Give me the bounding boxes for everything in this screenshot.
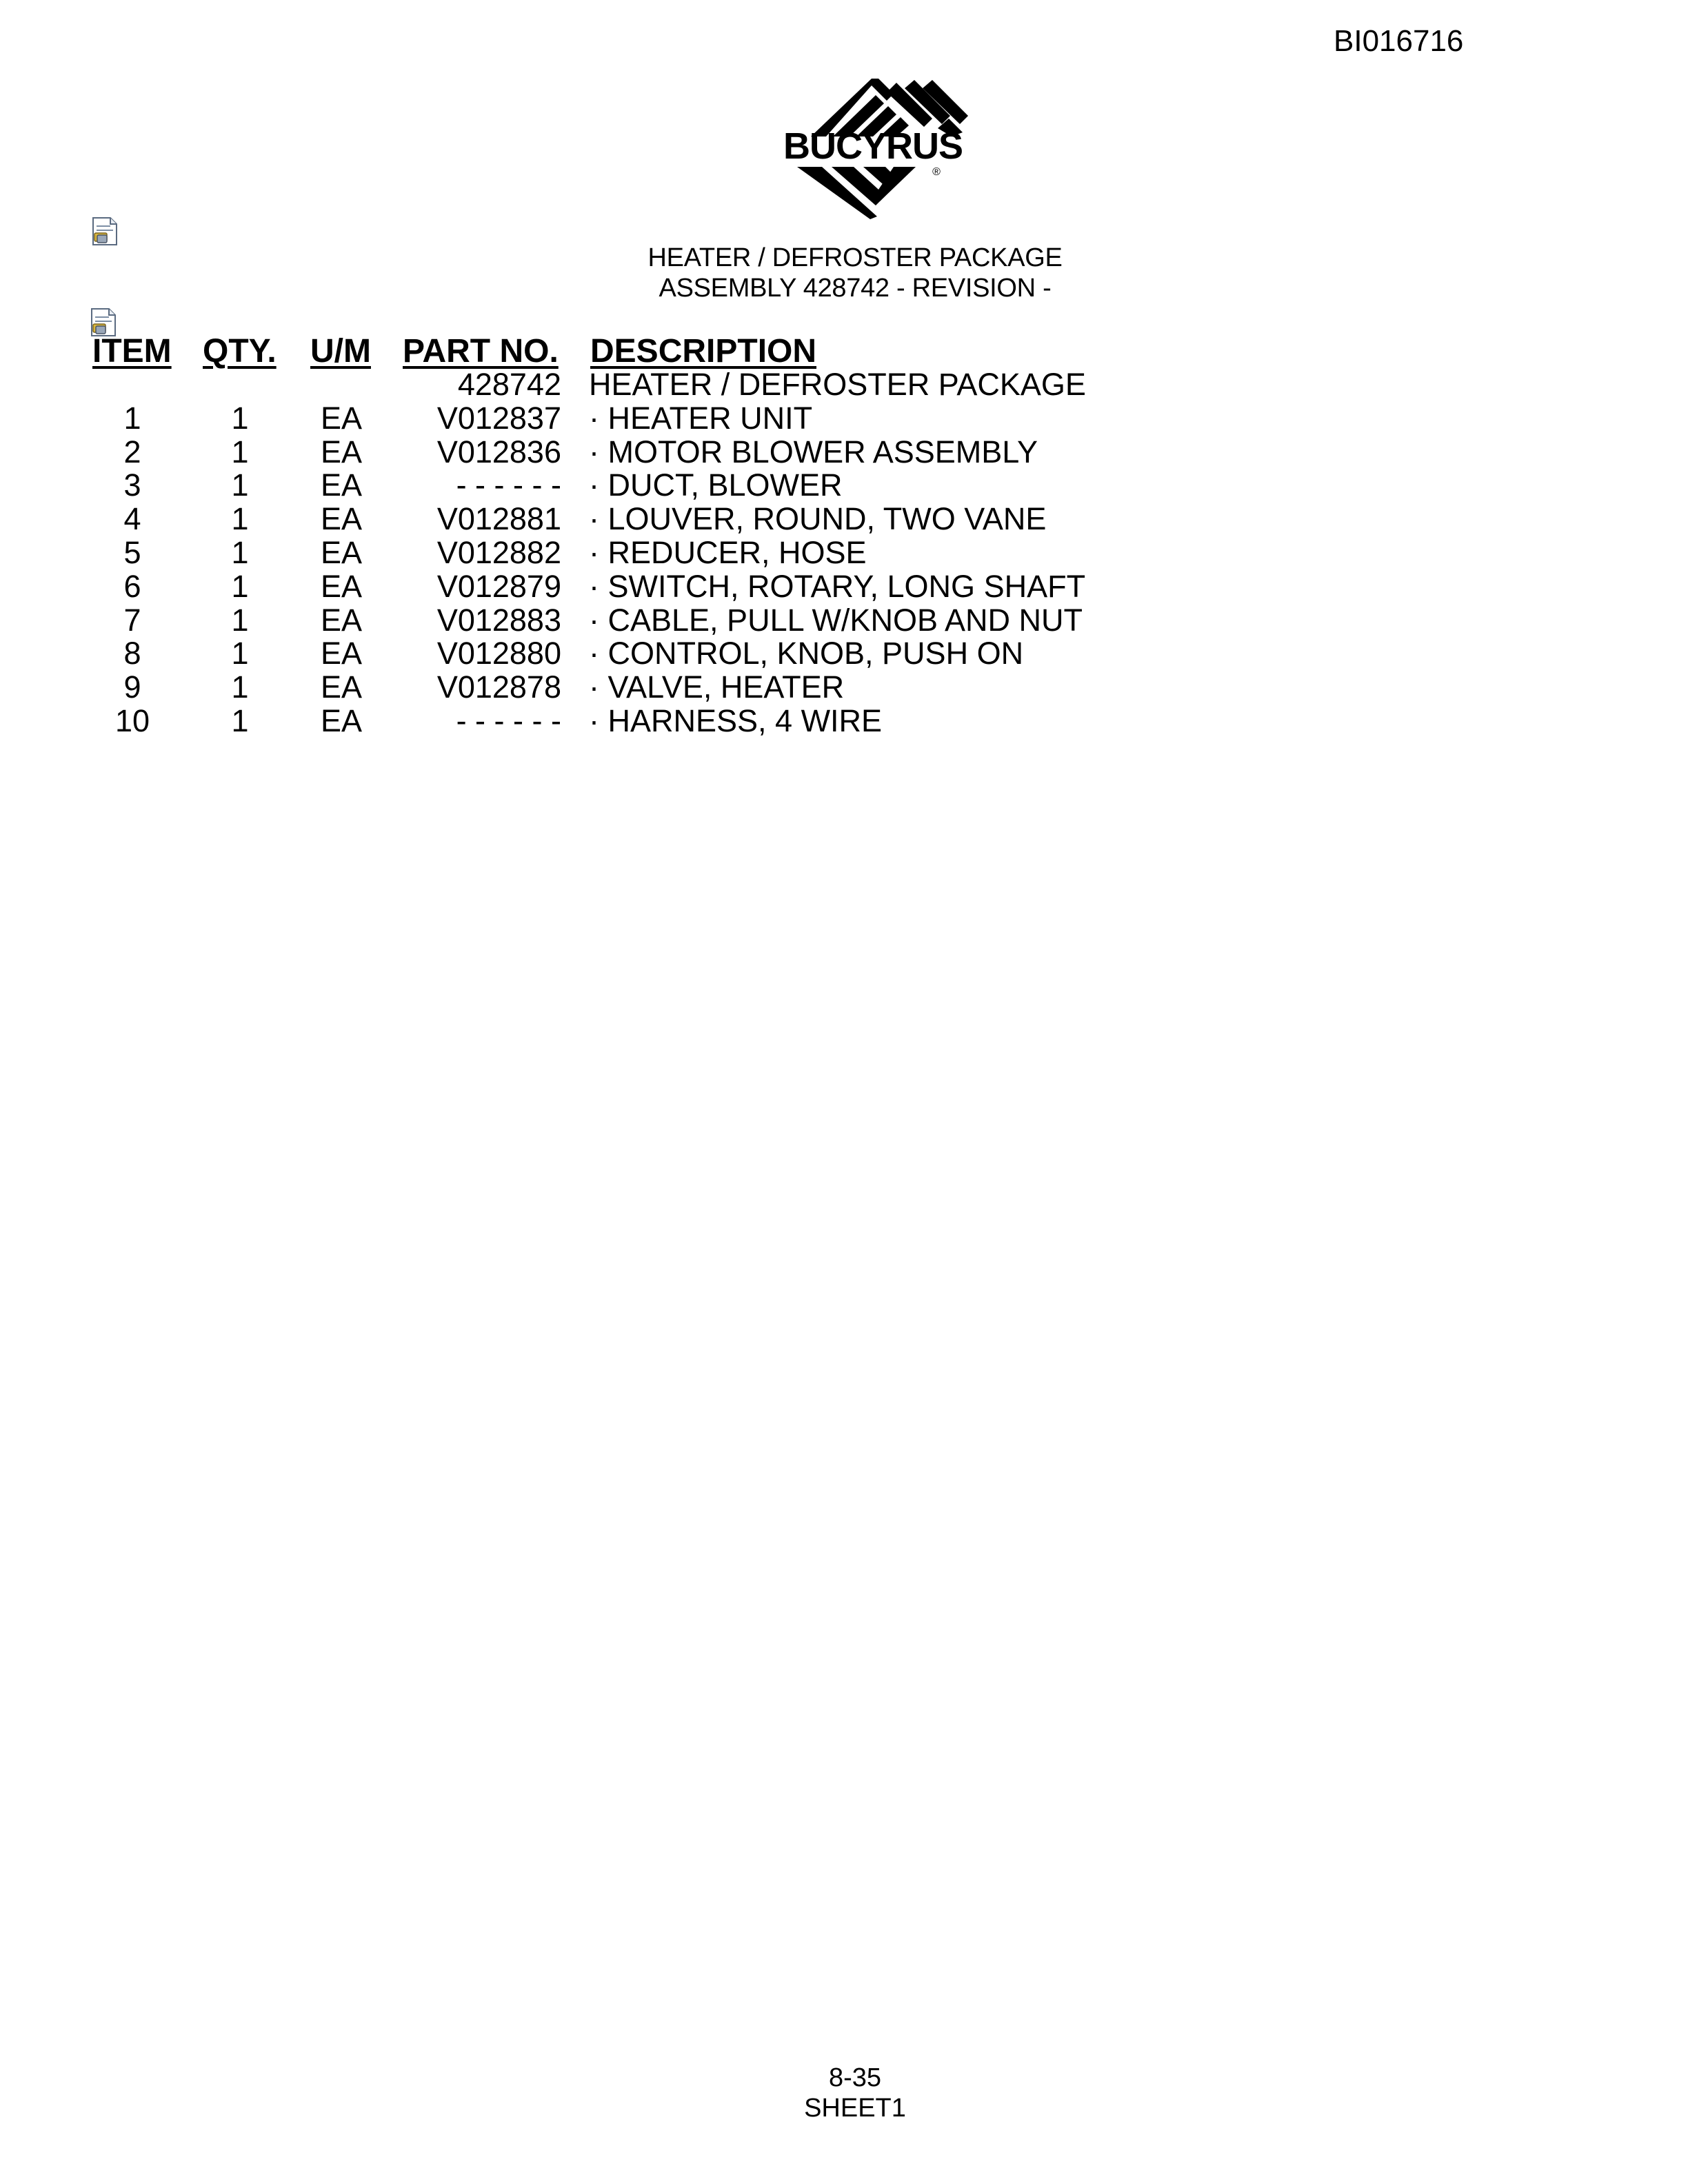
item-number: 10: [114, 702, 150, 738]
description: · SWITCH, ROTARY, LONG SHAFT: [589, 568, 1086, 604]
part-number: - - - - - -: [456, 467, 561, 503]
column-header-item: ITEM: [92, 333, 172, 370]
description: · HEATER UNIT: [589, 400, 813, 436]
quantity: 1: [231, 702, 249, 738]
description: · VALVE, HEATER: [589, 669, 845, 705]
column-header-um: U/M: [310, 333, 371, 370]
part-number: V012883: [436, 602, 561, 638]
table-row: [0, 536, 1688, 570]
item-number: 9: [123, 669, 141, 705]
item-number: 8: [123, 636, 141, 671]
part-number: - - - - - -: [456, 702, 561, 738]
item-number: 6: [123, 568, 141, 604]
item-number: 5: [123, 534, 141, 570]
description: HEATER / DEFROSTER PACKAGE: [589, 367, 1086, 402]
part-number: V012836: [436, 434, 561, 469]
part-number: 428742: [457, 367, 561, 402]
description: · CONTROL, KNOB, PUSH ON: [589, 636, 1024, 671]
part-number: V012880: [436, 636, 561, 671]
unit-of-measure: EA: [320, 534, 363, 570]
page-number: 8-35: [828, 2063, 882, 2092]
table-row: [0, 570, 1688, 604]
unit-of-measure: EA: [320, 568, 363, 604]
unit-of-measure: EA: [320, 602, 363, 638]
sheet-label: SHEET1: [804, 2094, 906, 2123]
table-row: [0, 402, 1688, 436]
item-number: 2: [123, 434, 141, 469]
document-id: BI016716: [1334, 24, 1464, 58]
unit-of-measure: EA: [320, 501, 363, 537]
table-row: [0, 604, 1688, 638]
description: · REDUCER, HOSE: [589, 534, 867, 570]
table-row: [0, 503, 1688, 536]
logo-registered-mark: ®: [932, 166, 941, 178]
table-row: [0, 637, 1688, 671]
column-header-part-no: PART NO.: [403, 333, 559, 370]
unit-of-measure: EA: [320, 702, 363, 738]
part-number: V012881: [436, 501, 561, 537]
parts-table: [0, 368, 1688, 738]
table-row: [0, 671, 1688, 705]
part-number: V012837: [436, 400, 561, 436]
description: · MOTOR BLOWER ASSEMBLY: [589, 434, 1038, 469]
title-line-1: HEATER / DEFROSTER PACKAGE: [647, 243, 1063, 272]
quantity: 1: [231, 602, 249, 638]
quantity: 1: [231, 434, 249, 469]
item-number: 1: [123, 400, 141, 436]
quantity: 1: [231, 669, 249, 705]
description: · LOUVER, ROUND, TWO VANE: [589, 501, 1047, 537]
unit-of-measure: EA: [320, 636, 363, 671]
unit-of-measure: EA: [320, 467, 363, 503]
description: · HARNESS, 4 WIRE: [589, 702, 883, 738]
column-header-description: DESCRIPTION: [590, 333, 817, 370]
quantity: 1: [231, 467, 249, 503]
logo-wordmark: BUCYRUS: [783, 125, 963, 167]
quantity: 1: [231, 636, 249, 671]
table-row: [0, 436, 1688, 469]
table-row: [0, 469, 1688, 503]
assembly-title: [607, 243, 1103, 303]
quantity: 1: [231, 501, 249, 537]
column-header-qty: QTY.: [203, 333, 277, 370]
title-line-2: ASSEMBLY 428742 - REVISION -: [659, 274, 1052, 303]
part-number: V012882: [436, 534, 561, 570]
quantity: 1: [231, 568, 249, 604]
part-number: V012878: [436, 669, 561, 705]
bucyrus-logo: [756, 74, 990, 219]
item-number: 4: [123, 501, 141, 537]
item-number: 3: [123, 467, 141, 503]
quantity: 1: [231, 400, 249, 436]
table-row: [0, 702, 1688, 738]
quantity: 1: [231, 534, 249, 570]
table-row: [0, 368, 1688, 402]
unit-of-measure: EA: [320, 400, 363, 436]
unit-of-measure: EA: [320, 669, 363, 705]
part-number: V012879: [436, 568, 561, 604]
file-icon[interactable]: [91, 216, 119, 247]
description: · CABLE, PULL W/KNOB AND NUT: [589, 602, 1083, 638]
unit-of-measure: EA: [320, 434, 363, 469]
description: · DUCT, BLOWER: [589, 467, 843, 503]
item-number: 7: [123, 602, 141, 638]
